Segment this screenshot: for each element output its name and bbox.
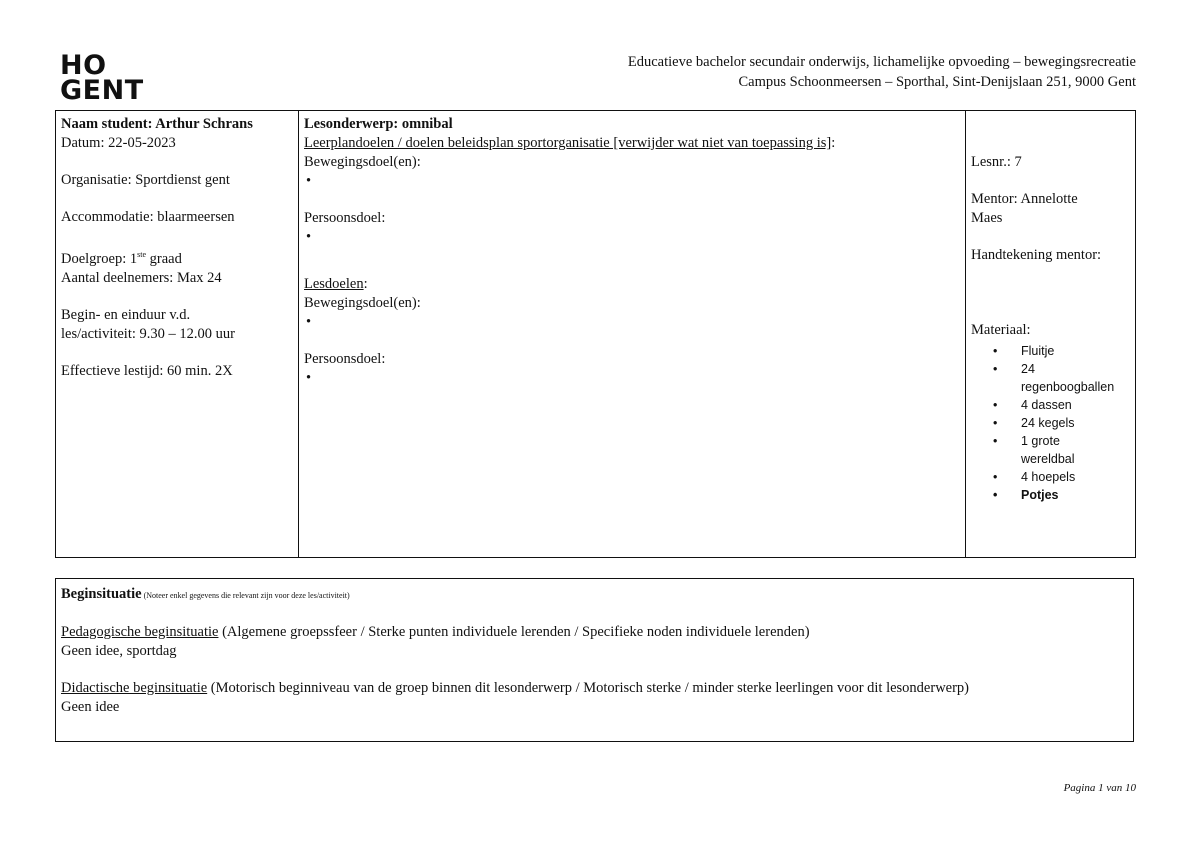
hogent-logo [60, 50, 144, 106]
page-number: Pagina 1 van 10 [1063, 782, 1136, 794]
personal-goal-1: Persoonsdoel: [304, 210, 386, 226]
pedagogic-value: Geen idee, sportdag [61, 643, 177, 659]
lesson-meta-cell [966, 111, 1136, 558]
material-item: • 4 hoepels [993, 468, 1130, 486]
lesson-number: Lesnr.: 7 [971, 154, 1022, 170]
material-item: • Fluitje [993, 342, 1130, 360]
accommodation: Accommodatie: blaarmeersen [61, 209, 235, 225]
mentor: Mentor: Annelotte [971, 191, 1078, 207]
document-header [628, 52, 1136, 92]
effective-time: Effectieve lestijd: 60 min. 2X [61, 362, 233, 379]
student-name: Naam student: Arthur Schrans [61, 116, 253, 132]
movement-goals-1: Bewegingsdoel(en): [304, 154, 421, 170]
organisation: Organisatie: Sportdienst gent [61, 172, 230, 188]
target-group: Doelgroep: 1ste graad [61, 250, 182, 267]
logo-line-1: HO [60, 50, 107, 81]
lesson-goals-heading: Lesdoelen: [304, 276, 368, 292]
material-item: • 1 grote wereldbal [993, 432, 1130, 468]
bullet-empty: • [306, 173, 312, 189]
participants: Aantal deelnemers: Max 24 [61, 269, 222, 286]
beginsituatie-box [55, 578, 1134, 742]
material-item: • 24 kegels [993, 414, 1130, 432]
mentor-signature: Handtekening mentor: [971, 247, 1102, 263]
personal-goal-2: Persoonsdoel: [304, 351, 386, 367]
time-label: Begin- en einduur v.d. [61, 306, 191, 323]
didactic-value: Geen idee [61, 699, 120, 715]
lesson-subject: Lesonderwerp: omnibal [304, 116, 453, 132]
lesson-goals-cell [299, 111, 966, 558]
pedagogic-situation: Pedagogische beginsituatie (Algemene groepssfeer / Sterke punten individuele lerenden / Specifieke noden individuele lerenden) [61, 624, 810, 640]
lesson-info-table [55, 110, 1136, 558]
material-item: • Potjes [993, 486, 1130, 504]
bullet-empty: • [306, 370, 312, 386]
date: Datum: 22-05-2023 [61, 135, 176, 151]
material-heading: Materiaal: [971, 322, 1031, 338]
curriculum-goals-heading: Leerplandoelen / doelen beleidsplan sportorganisatie [verwijder wat niet van toepassing is]: [304, 135, 836, 151]
movement-goals-2: Bewegingsdoel(en): [304, 295, 421, 311]
mentor-surname: Maes [971, 210, 1003, 226]
header-program: Educatieve bachelor secundair onderwijs, lichamelijke opvoeding – bewegingsrecreatie [627, 54, 1136, 70]
bullet-empty: • [306, 229, 312, 245]
material-list [971, 342, 1130, 504]
material-item: • 4 dassen [993, 396, 1130, 414]
beginsituatie-heading: Beginsituatie (Noteer enkel gegevens die relevant zijn voor deze les/activiteit) [61, 586, 350, 602]
bullet-empty: • [306, 314, 312, 330]
didactic-situation: Didactische beginsituatie (Motorisch beginniveau van de groep binnen dit lesonderwerp / Motorisch sterke / minder sterke leerlingen voor dit lesonderwerp) [61, 680, 970, 696]
logo-line-2: GENT [60, 75, 144, 106]
header-campus: Campus Schoonmeersen – Sporthal, Sint-Denijslaan 251, 9000 Gent [738, 74, 1136, 90]
time-value: les/activiteit: 9.30 – 12.00 uur [61, 325, 235, 342]
student-info-cell [56, 111, 299, 558]
material-item: • 24 regenboogballen [993, 360, 1130, 396]
